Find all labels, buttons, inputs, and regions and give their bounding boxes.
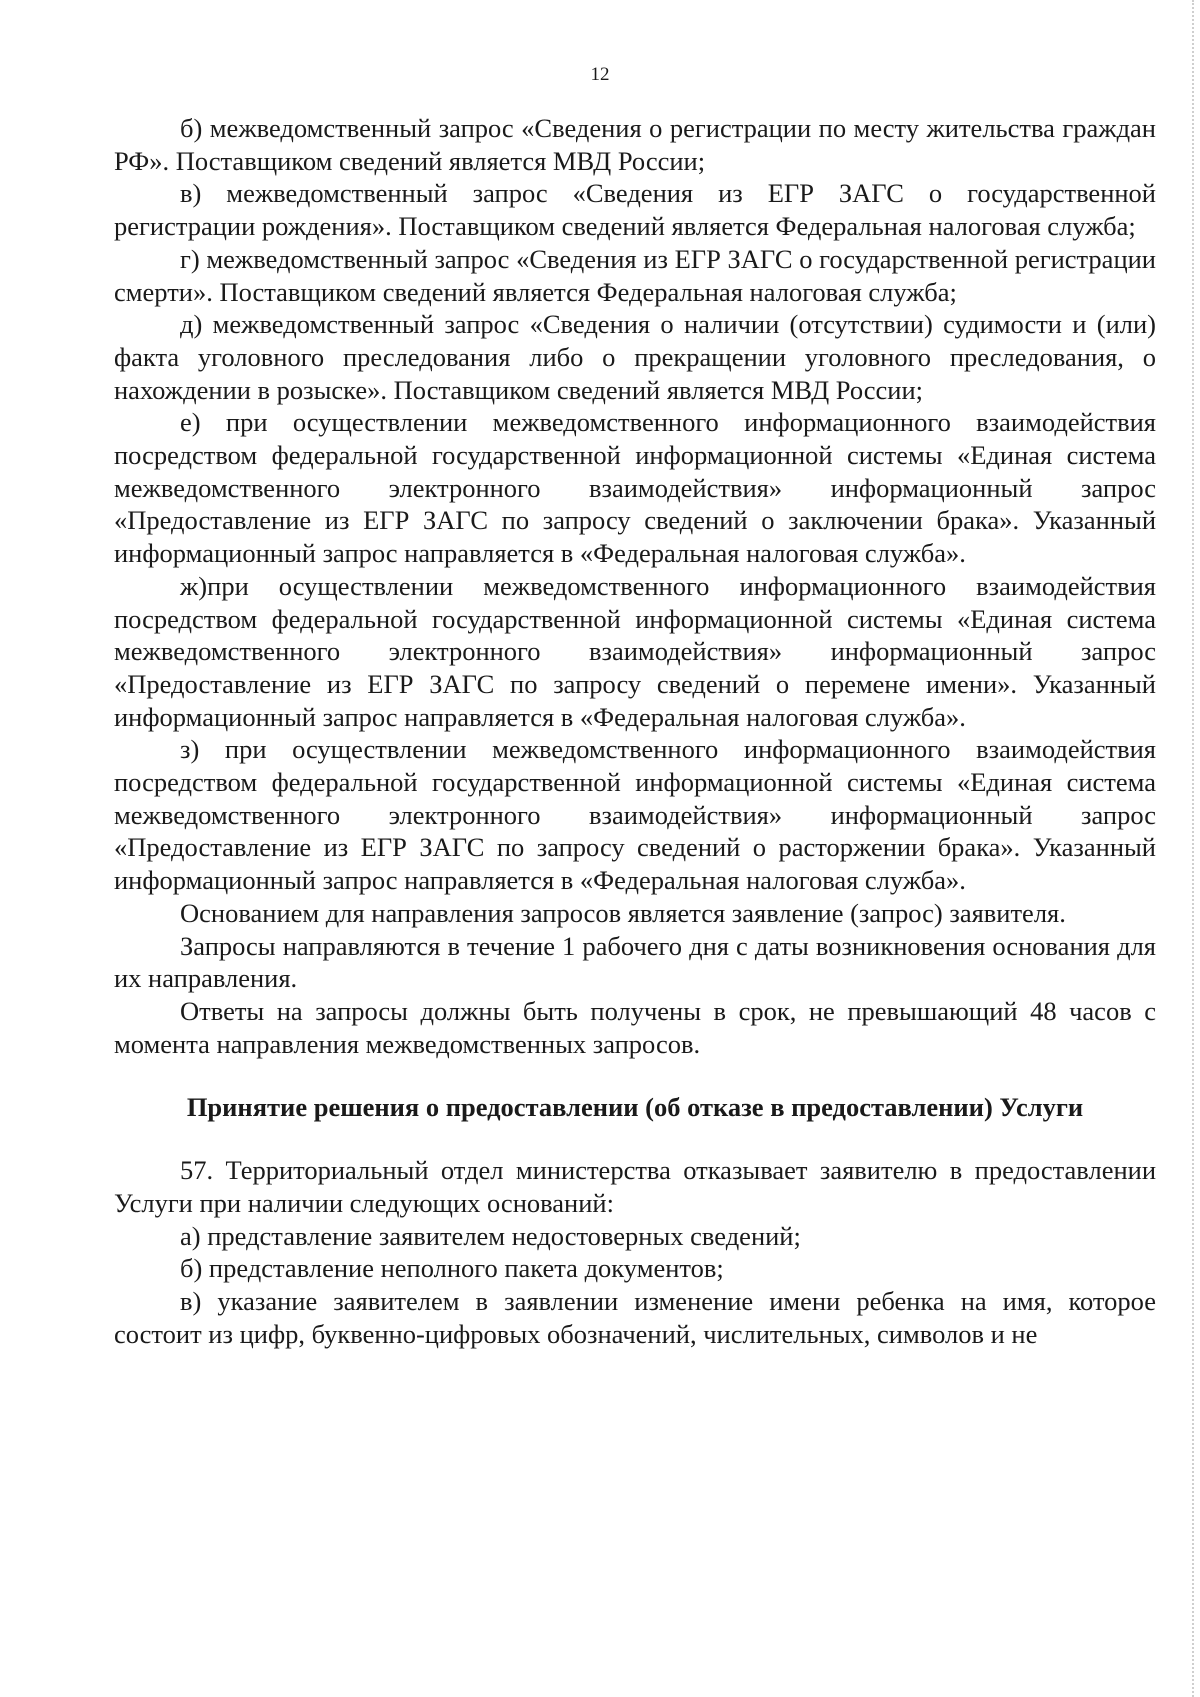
document-body <box>114 112 1156 1350</box>
paragraph-response-deadline: Ответы на запросы должны быть получены в срок, не превышающий 48 часов с момента направления межведомственных запросов. <box>114 995 1156 1059</box>
page-number: 12 <box>590 64 610 85</box>
paragraph-57-refusal-grounds: 57. Территориальный отдел министерства отказывает заявителю в предоставлении Услуги при наличии следующих оснований: <box>114 1155 1156 1218</box>
section-heading: Принятие решения о предоставлении (об отказе в предоставлении) Услуги <box>186 1092 1084 1123</box>
paragraph-a-false-info: а) представление заявителем недостоверных сведений; <box>180 1220 801 1251</box>
paragraph-request-basis: Основанием для направления запросов является заявление (запрос) заявителя. <box>180 897 1066 928</box>
scan-edge-line <box>1191 0 1194 1697</box>
paragraph-e-marriage-info-request: е) при осуществлении межведомственного информационного взаимодействия посредством федеральной государственной информационной системы «Единая система межведомственного электронного взаимодействия» информационный запрос «Предоставление из ЕГР ЗАГС по запросу сведений о заключении брака». Указанный информационный запрос направляется в «Федеральная налоговая служба». <box>114 407 1156 569</box>
paragraph-z-divorce-info-request: з) при осуществлении межведомственного информационного взаимодействия посредством федеральной государственной информационной системы «Единая система межведомственного электронного взаимодействия» информационный запрос «Предоставление из ЕГР ЗАГС по запросу сведений о расторжении брака». Указанный информационный запрос направляется в «Федеральная налоговая служба». <box>114 734 1156 896</box>
paragraph-zh-name-change-info-request: ж)при осуществлении межведомственного информационного взаимодействия посредством федеральной государственной информационной системы «Единая система межведомственного электронного взаимодействия» информационный запрос «Предоставление из ЕГР ЗАГС по запросу сведений о перемене имени». Указанный информационный запрос направляется в «Федеральная налоговая служба». <box>114 570 1156 732</box>
paragraph-b-registration-request: б) межведомственный запрос «Сведения о регистрации по месту жительства граждан РФ». Поставщиком сведений является МВД России; <box>114 113 1156 176</box>
paragraph-v-birth-registration-request: в) межведомственный запрос «Сведения из ЕГР ЗАГС о государственной регистрации рождения». Поставщиком сведений является Федеральная налоговая служба; <box>114 178 1156 242</box>
paragraph-request-timing: Запросы направляются в течение 1 рабочего дня с даты возникновения основания для их направления. <box>114 930 1156 994</box>
paragraph-g-death-registration-request: г) межведомственный запрос «Сведения из ЕГР ЗАГС о государственной регистрации смерти». Поставщиком сведений является Федеральная налоговая служба; <box>114 243 1156 307</box>
paragraph-d-criminal-record-request: д) межведомственный запрос «Сведения о наличии (отсутствии) судимости и (или) факта уголовного преследования либо о прекращении уголовного преследования, о нахождении в розыске». Поставщиком сведений является МВД России; <box>114 309 1156 405</box>
paragraph-v-invalid-child-name: в) указание заявителем в заявлении изменение имени ребенка на имя, которое состоит из цифр, буквенно-цифровых обозначений, числительных, символов и не <box>114 1285 1156 1349</box>
paragraph-b-incomplete-package: б) представление неполного пакета документов; <box>180 1253 724 1284</box>
